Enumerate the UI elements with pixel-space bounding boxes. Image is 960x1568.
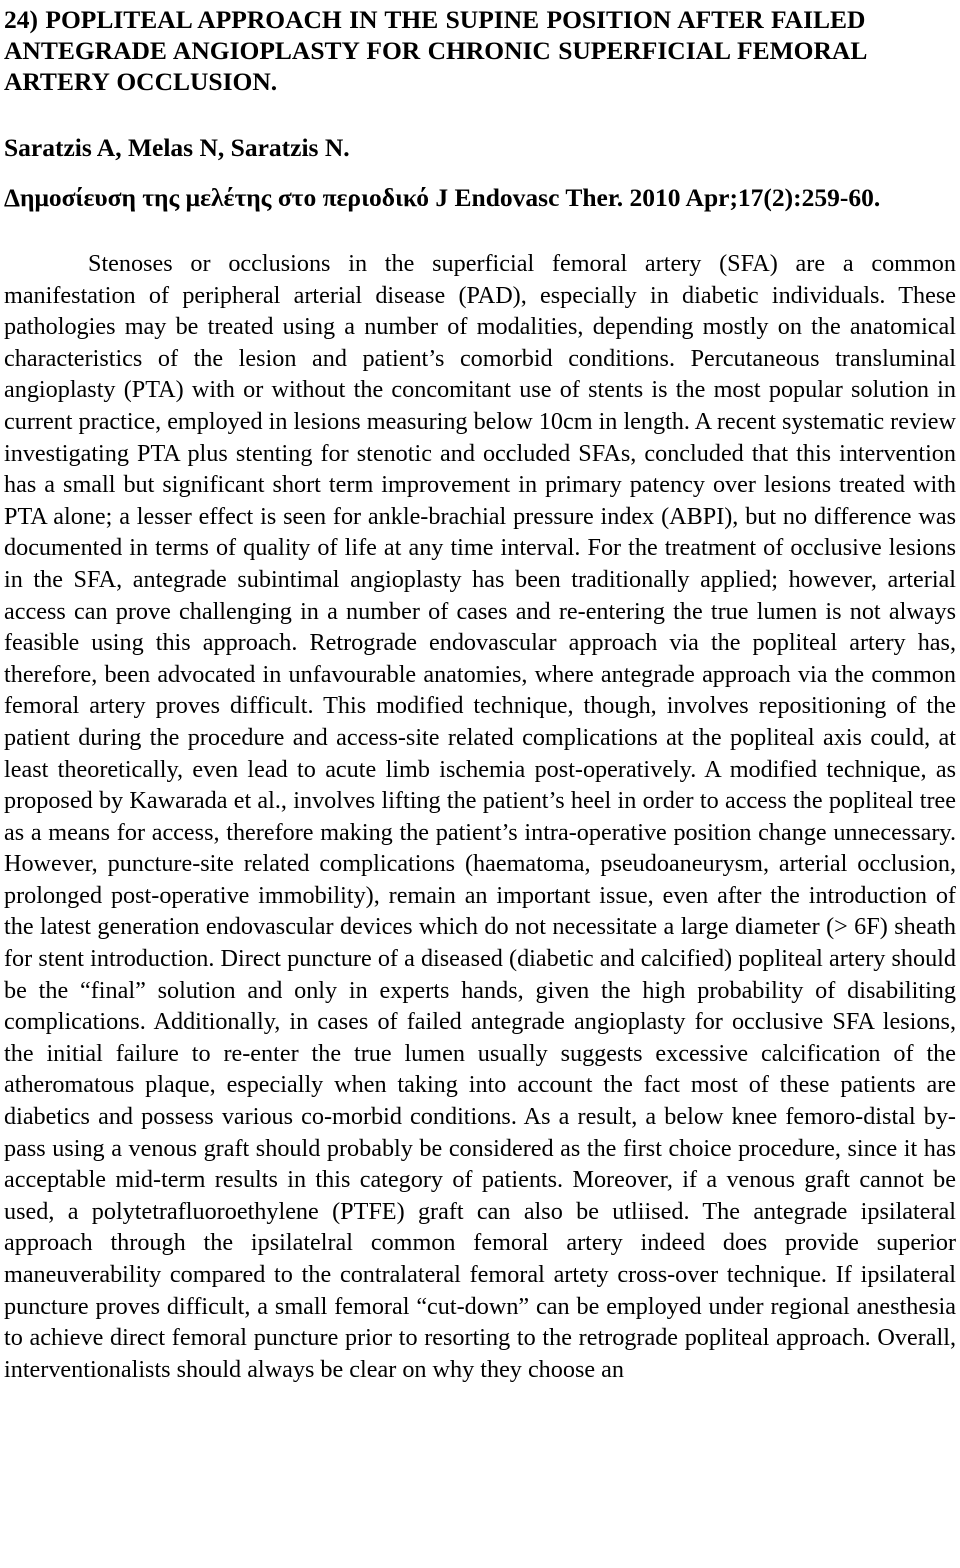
article-authors: Saratzis A, Melas N, Saratzis N. — [4, 133, 350, 162]
article-title: 24) POPLITEAL APPROACH IN THE SUPINE POSITION AFTER FAILED ANTEGRADE ANGIOPLASTY FOR CHRONIC SUPERFICIAL FEMORAL ARTERY OCCLUSION. — [4, 5, 866, 96]
abstract-body: Stenoses or occlusions in the superficial femoral artery (SFA) are a common manifestation of peripheral arterial disease (PAD), especially in diabetic individuals. These pathologies may be treated using a number of modalities, depending mostly on the anatomical characteristics of the lesion and patient’s comorbid conditions. Percutaneous transluminal angioplasty (PTA) with or without the concomitant use of stents is the most popular solution in current practice, employed in lesions measuring below 10cm in length. A recent systematic review investigating PTA plus stenting for stenotic and occluded SFAs, concluded that this intervention has a small but significant short term improvement in primary patency over lesions treated with PTA alone; a lesser effect is seen for ankle-brachial pressure index (ABPI), but no difference was documented in terms of quality of life at any time interval. For the treatment of occlusive lesions in the SFA, antegrade subintimal angioplasty has been traditionally applied; however, arterial access can prove challenging in a number of cases and re-entering the true lumen is not always feasible using this approach. Retrograde endovascular approach via the popliteal artery has, therefore, been advocated in unfavourable anatomies, where antegrade approach via the common femoral artery proves difficult. This modified technique, though, involves repositioning of the patient during the procedure and access-site related complications at the popliteal axis could, at least theoretically, even lead to acute limb ischemia post-operatively. A modified technique, as proposed by Kawarada et al., involves lifting the patient’s heel in order to access the popliteal tree as a means for access, therefore making the patient’s intra-operative position change unnecessary. However, puncture-site related complications (haematoma, pseudoaneurysm, arterial occlusion, prolonged post-operative immobility), remain an important issue, even after the introduction of the latest generation endovascular devices which do not necessitate a large diameter (> 6F) sheath for stent introduction. Direct puncture of a diseased (diabetic and calcified) popliteal artery should be the “final” solution and only in experts hands, given the high probability of disabiliting complications. Additionally, in cases of failed antegrade angioplasty for occlusive SFA lesions, the initial failure to re-enter the true lumen usually suggests excessive calcification of the atheromatous plaque, especially when taking into account the fact most of these patients are diabetics and possess various co-morbid conditions. As a result, a below knee femoro-distal by-pass using a venous graft should probably be considered as the first choice procedure, since it has acceptable mid-term results in this category of patients. Moreover, if a venous graft cannot be used, a polytetrafluoroethylene (PTFE) graft can also be utliised. The antegrade ipsilateral approach through the ipsilatelral common femoral artery indeed does provide superior maneuverability compared to the contralateral femoral artety cross-over technique. If ipsilateral puncture proves difficult, a small femoral “cut-down” can be employed under regional anesthesia to achieve direct femoral puncture prior to resorting to the retrograde popliteal approach. Overall, interventionalists should always be clear on why they choose an — [4, 250, 956, 1383]
publication-info: Δημοσίευση της μελέτης στο περιοδικό J Endovasc Ther. 2010 Apr;17(2):259-60. — [4, 183, 881, 212]
document-page — [4, 0, 956, 1385]
